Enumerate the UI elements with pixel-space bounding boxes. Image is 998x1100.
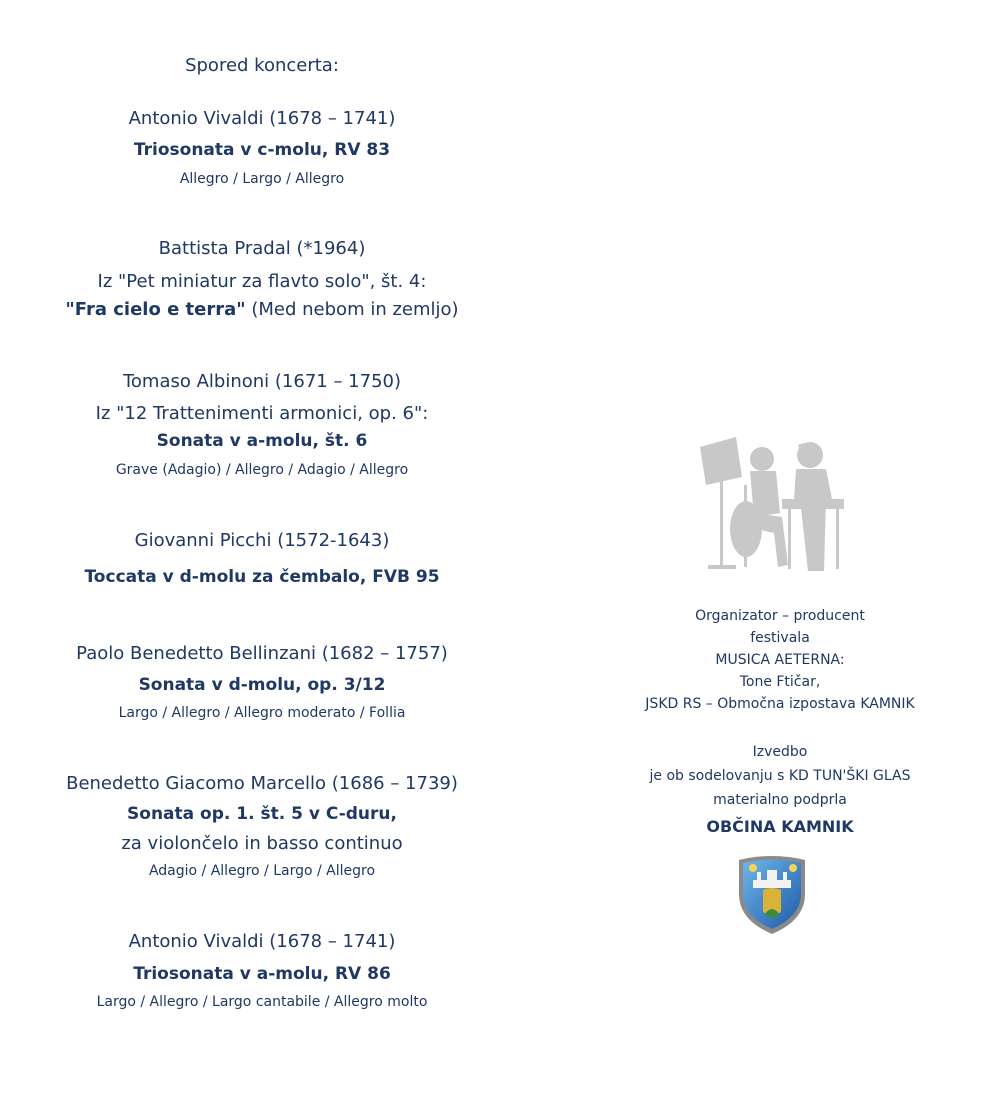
composer-name: Battista Pradal (*1964) [158, 238, 366, 259]
organizer-line: festivala [750, 630, 810, 646]
organizer-line: Tone Ftičar, [739, 674, 821, 690]
work-title: Sonata v a-molu, št. 6 [156, 431, 368, 451]
composer-name: Giovanni Picchi (1572-1643) [134, 530, 390, 551]
organizer-line: MUSICA AETERNA: [715, 652, 845, 668]
work-source: Iz "12 Trattenimenti armonici, op. 6": [95, 403, 429, 424]
work-source: Iz "Pet miniatur za flavto solo", št. 4: [97, 271, 427, 292]
work-title: Toccata v d-molu za čembalo, FVB 95 [84, 567, 440, 587]
movements: Grave (Adagio) / Allegro / Adagio / Allegro [115, 462, 409, 478]
kamnik-coat-of-arms-icon [733, 852, 811, 936]
organizer-line: JSKD RS – Območna izpostava KAMNIK [645, 696, 915, 712]
movements: Largo / Allegro / Largo cantabile / Allegro molto [96, 994, 428, 1010]
support-line: je ob sodelovanju s KD TUN'ŠKI GLAS [649, 768, 911, 784]
sponsor-name: OBČINA KAMNIK [706, 817, 854, 836]
movements: Adagio / Allegro / Largo / Allegro [148, 863, 376, 879]
organizer-line: Organizator – producent [695, 608, 865, 624]
composer-name: Antonio Vivaldi (1678 – 1741) [128, 931, 396, 952]
work-title [40, 299, 484, 320]
work-title-translation: (Med nebom in zemljo) [245, 299, 459, 320]
composer-name: Antonio Vivaldi (1678 – 1741) [128, 108, 396, 129]
musicians-silhouette-icon [696, 425, 846, 573]
composer-name: Tomaso Albinoni (1671 – 1750) [122, 371, 402, 392]
composer-name: Benedetto Giacomo Marcello (1686 – 1739) [66, 773, 458, 794]
work-title-bold: "Fra cielo e terra" [65, 299, 246, 320]
movements: Largo / Allegro / Allegro moderato / Follia [118, 705, 406, 721]
composer-name: Paolo Benedetto Bellinzani (1682 – 1757) [76, 643, 448, 664]
movements: Allegro / Largo / Allegro [179, 171, 345, 187]
program-heading: Spored koncerta: [185, 55, 339, 76]
support-line: Izvedbo [752, 744, 808, 760]
support-line: materialno podprla [713, 792, 847, 808]
work-title: Sonata op. 1. št. 5 v C-duru, [127, 804, 397, 824]
work-title: Triosonata v c-molu, RV 83 [133, 140, 391, 160]
work-title: Triosonata v a-molu, RV 86 [133, 964, 391, 984]
work-instrumentation: za violončelo in basso continuo [121, 833, 403, 854]
work-title: Sonata v d-molu, op. 3/12 [138, 675, 386, 695]
